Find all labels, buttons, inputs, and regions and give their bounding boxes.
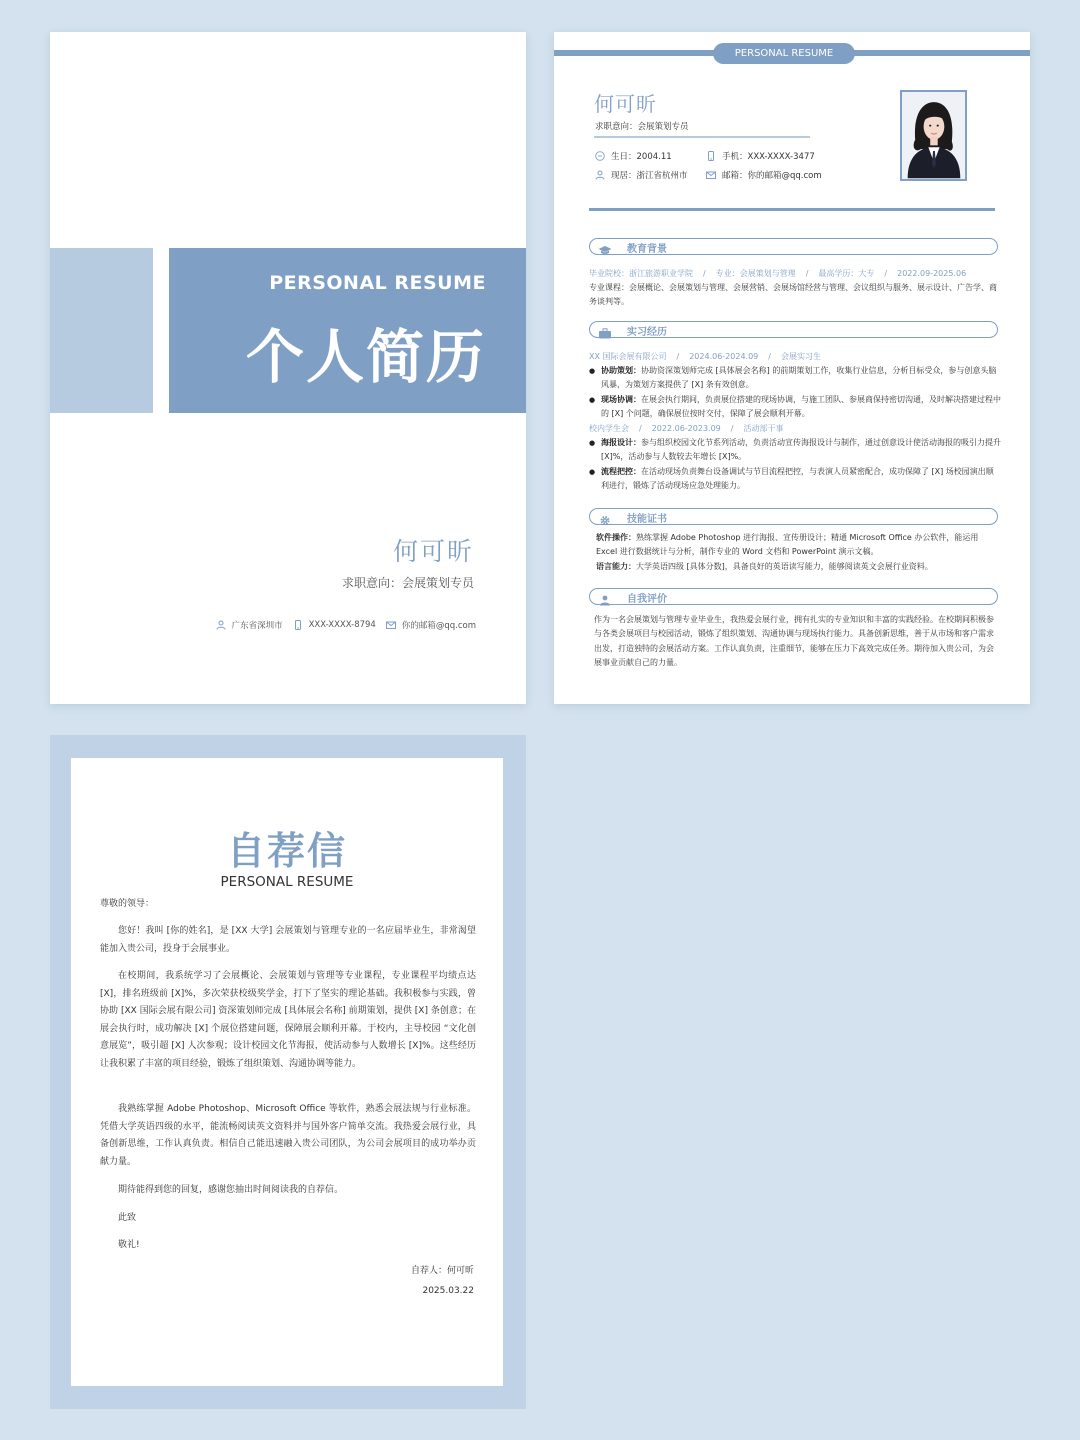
cover-contact-email-text: 你的邮箱@qq.com (401, 621, 476, 631)
section-title-skills: 技能证书 (627, 514, 667, 525)
gear-icon (598, 511, 612, 522)
experience-bullet (589, 436, 1001, 465)
evaluation-text: 作为一名会展策划与管理专业毕业生，我热爱会展行业，拥有扎实的专业知识和丰富的实践经验。在校期间积极参与各类会展项目与校园活动，锻炼了组织策划、沟通协调与现场执行能力。具备创新思维，善于从市场和客户需求出发，打造独特的会展活动方案。工作认真负责，注重细节，能够在压力下高效完成任务。期待加入贵公司，为会展事业贡献自己的力量。 (594, 615, 994, 668)
experience-org: 校内学生会 (589, 424, 629, 433)
bullet-label: 协助策划： (601, 366, 641, 375)
cover-title-block (169, 248, 526, 413)
letter-salutation: 敬礼! (118, 1240, 140, 1250)
resume-phone-text: 手机：XXX-XXXX-3477 (722, 152, 815, 162)
cover-contact-phone (293, 620, 376, 630)
bullet-text: 在活动现场负责舞台设备调试与节目流程把控，与表演人员紧密配合，成功保障了 [X] 场校园演出顺利进行，锻炼了活动现场应急处理能力。 (601, 467, 994, 491)
cover-letter-page (71, 758, 503, 1386)
resume-email (706, 169, 822, 181)
bullet-label: 现场协调： (601, 395, 641, 404)
resume-phone (706, 150, 815, 162)
cover-contacts (216, 619, 476, 631)
bullet-text: 参与组织校园文化节系列活动，负责活动宣传海报设计与制作，通过创意设计使活动海报的吸引力提升 [X]%，活动参与人数较去年增长 [X]%。 (601, 438, 1001, 462)
person-icon (216, 620, 226, 630)
experience-role: 会展实习生 (780, 352, 821, 361)
bullet-text: 协助资深策划师完成 [具体展会名称] 的前期策划工作，收集行业信息，分析目标受众，参与创意头脑风暴，为策划方案提供了 [X] 条有效创意。 (601, 366, 997, 390)
section-title-experience: 实习经历 (627, 327, 667, 338)
resume-header-divider (589, 208, 995, 211)
calendar-icon (595, 151, 605, 161)
phone-icon (293, 620, 303, 630)
resume-location-text: 现居：浙江省杭州市 (611, 171, 688, 181)
skill-label: 语言能力： (596, 562, 636, 571)
graduation-cap-icon (598, 241, 612, 252)
experience-meta-1: XX 国际会展有限公司 / 2024.06-2024.09 / 会展实习生 (589, 352, 821, 361)
letter-paragraph: 在校期间，我系统学习了会展概论、会展策划与管理等专业课程，专业课程平均绩点达 [X]，排名班级前 [X]%，多次荣获校级奖学金，打下了坚实的理论基础。我积极参与实践，曾协助 [XX 国际会展有限公司] 资深策划师完成 [具体展会名称] 前期策划，提供 [X] 条创意；在展会执行时，成功解决 [X] 个展位搭建问题，保障展会顺利开幕。于校内，主导校园 “文化创意展览”，吸引超 [X] 人次参观；设计校园文化节海报，使活动参与人数增长 [X]%。这些经历让我积累了丰富的项目经验，锻炼了组织策划、沟通协调等能力。 (100, 971, 476, 1069)
section-header-education (589, 238, 998, 255)
section-title-education: 教育背景 (627, 244, 667, 255)
resume-header-badge: PERSONAL RESUME (713, 43, 855, 64)
skill-text: 大学英语四级 [具体分数]，具备良好的英语读写能力，能够阅读英文会展行业资料。 (636, 562, 933, 571)
education-period: 2022.09-2025.06 (897, 269, 967, 278)
experience-bullet (589, 364, 1001, 393)
mail-icon (386, 620, 396, 630)
user-icon (598, 591, 612, 602)
experience-bullet (589, 393, 1001, 422)
education-major: 专业：会展策划与管理 (715, 269, 796, 278)
letter-paragraph: 我熟练掌握 Adobe Photoshop、Microsoft Office 等软件，熟悉会展法规与行业标准。凭借大学英语四级的水平，能流畅阅读英文资料并与国外客户简单交流。我热爱会展行业，具备创新思维，工作认真负责。相信自己能迅速融入贵公司团队，为公司会展项目的成功举办贡献力量。 (100, 1104, 476, 1167)
resume-name: 何可昕 (594, 92, 657, 116)
experience-meta-2: 校内学生会 / 2022.06-2023.09 / 活动部干事 (589, 424, 784, 433)
cover-contact-phone-text: XXX-XXXX-8794 (308, 620, 376, 630)
cover-name: 何可昕 (392, 537, 474, 566)
resume-name-underline (594, 136, 810, 138)
letter-title: 自荐信 (226, 829, 347, 873)
experience-org: XX 国际会展有限公司 (589, 352, 667, 361)
education-courses: 专业课程：会展概论、会展策划与管理、会展营销、会展场馆经营与管理、会议组织与服务、展示设计、广告学、商务谈判等。 (589, 283, 997, 307)
cover-page (50, 32, 526, 704)
profile-photo (900, 90, 967, 181)
letter-paragraph: 期待能得到您的回复，感谢您抽出时间阅读我的自荐信。 (118, 1185, 344, 1195)
section-header-skills (589, 508, 998, 525)
cover-contact-location-text: 广东省深圳市 (231, 621, 283, 631)
mail-icon (706, 170, 716, 180)
phone-icon (706, 151, 716, 161)
education-meta: 毕业院校：浙江旅游职业学院 / 专业：会展策划与管理 / 最高学历：大专 / 2022.09-2025.06 (589, 269, 967, 278)
cover-contact-location (216, 619, 283, 631)
bullet-label: 流程把控： (601, 467, 641, 476)
resume-intent: 求职意向：会展策划专员 (595, 122, 689, 132)
skill-text: 熟练掌握 Adobe Photoshop 进行海报、宣传册设计；精通 Microsoft Office 办公软件，能运用 Excel 进行数据统计与分析，制作专业的 Word 文档和 PowerPoint 演示文稿。 (596, 533, 979, 557)
education-school: 毕业院校：浙江旅游职业学院 (589, 269, 693, 278)
experience-role: 活动部干事 (743, 424, 784, 433)
cover-title-en: PERSONAL RESUME (269, 272, 486, 294)
letter-date: 2025.03.22 (422, 1286, 474, 1296)
resume-location (595, 169, 688, 181)
briefcase-icon (598, 324, 612, 335)
bullet-text: 在展会执行期间，负责展位搭建的现场协调，与施工团队、参展商保持密切沟通，及时解决搭建过程中的 [X] 个问题，确保展位按时交付，保障了展会顺利开幕。 (601, 395, 1001, 419)
education-degree: 最高学历：大专 (818, 269, 875, 278)
resume-email-text: 邮箱：你的邮箱@qq.com (722, 171, 822, 181)
letter-closing: 此致 (118, 1213, 137, 1223)
cover-letter-frame (50, 735, 526, 1409)
experience-bullet (589, 465, 1001, 494)
resume-page (554, 32, 1030, 704)
person-icon (595, 170, 605, 180)
resume-birthday (595, 150, 672, 162)
resume-birthday-text: 生日：2004.11 (611, 152, 672, 162)
cover-intent: 求职意向：会展策划专员 (341, 576, 474, 590)
letter-signer: 自荐人：何可昕 (410, 1266, 474, 1276)
cover-accent-block (50, 248, 153, 413)
section-header-evaluation (589, 588, 998, 605)
experience-period: 2022.06-2023.09 (651, 424, 721, 433)
experience-period: 2024.06-2024.09 (689, 352, 759, 361)
bullet-label: 海报设计： (601, 438, 641, 447)
section-title-evaluation: 自我评价 (627, 594, 667, 605)
letter-paragraph: 您好！我叫 [你的姓名]，是 [XX 大学] 会展策划与管理专业的一名应届毕业生，非常渴望能加入贵公司，投身于会展事业。 (100, 926, 476, 954)
cover-title-cn: 个人简历 (245, 323, 486, 391)
skill-item (596, 531, 1001, 560)
skill-label: 软件操作： (596, 533, 636, 542)
letter-greeting: 尊敬的领导： (100, 899, 155, 909)
skill-item (596, 560, 1001, 574)
cover-contact-email (386, 619, 476, 631)
letter-subtitle: PERSONAL RESUME (220, 874, 354, 890)
section-header-experience (589, 321, 998, 338)
